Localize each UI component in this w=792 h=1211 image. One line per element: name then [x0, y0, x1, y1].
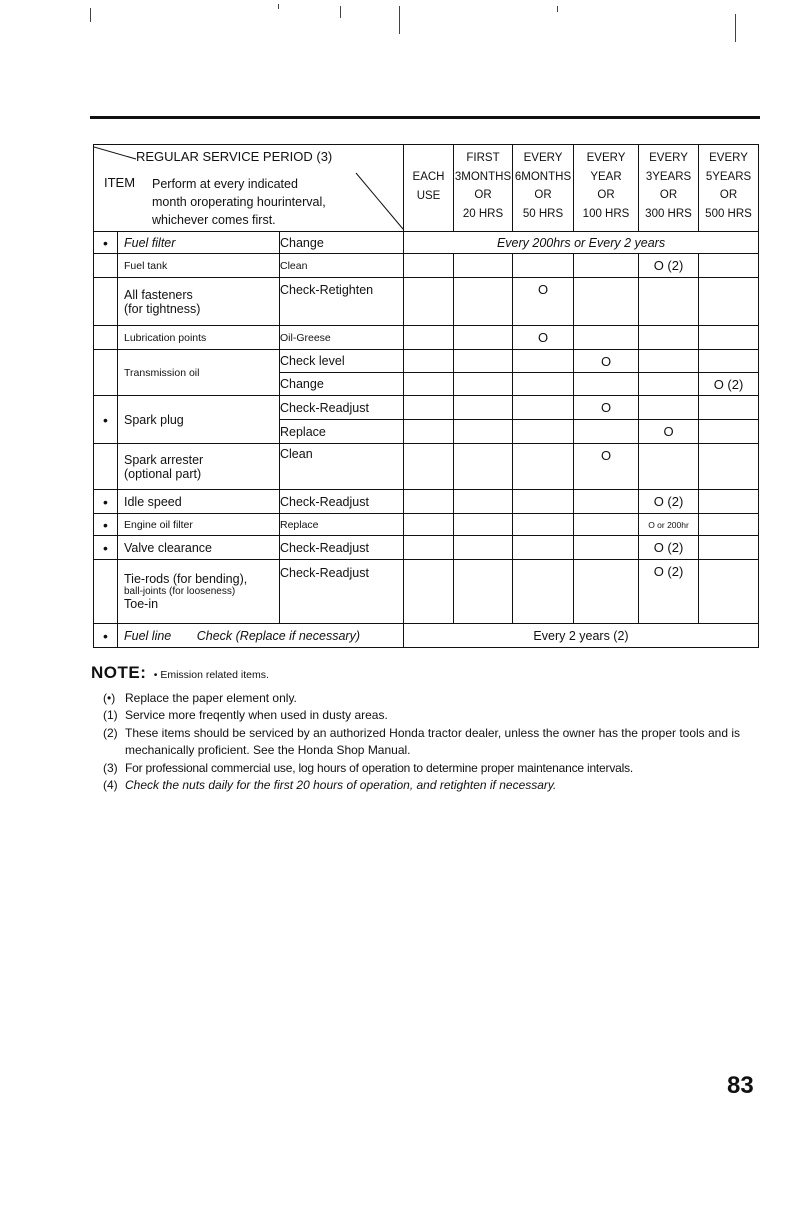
- item-action: Clean: [280, 444, 404, 490]
- instruction-line: month oroperating hourinterval,: [152, 195, 326, 209]
- col-line: 5YEARS: [705, 170, 752, 183]
- empty-cell: [454, 444, 513, 490]
- empty-cell: [454, 254, 513, 278]
- empty-cell: [639, 373, 699, 396]
- note-number: (•): [103, 690, 116, 705]
- empty-cell: [404, 420, 454, 444]
- column-header-every-year: [574, 145, 639, 232]
- item-action: Clean: [280, 254, 404, 278]
- item-action: Oil-Greese: [280, 326, 404, 350]
- item-action: Check-Readjust: [280, 490, 404, 514]
- empty-cell: [639, 278, 699, 326]
- col-line: OR: [474, 189, 492, 201]
- service-mark: O: [513, 326, 574, 350]
- top-rule: [90, 116, 760, 119]
- scan-mark: [278, 4, 279, 9]
- row-fuel-tank: [94, 254, 759, 278]
- empty-cell: [454, 278, 513, 326]
- empty-cell: [513, 490, 574, 514]
- empty-cell: [513, 444, 574, 490]
- empty-cell: [404, 350, 454, 373]
- service-mark: O (2): [699, 373, 759, 396]
- regular-service-period-label: REGULAR SERVICE PERIOD (3): [136, 149, 333, 164]
- empty-cell: [404, 326, 454, 350]
- note-text: These items should be serviced by an authorized Honda tractor dealer, unless the owner has the proper tools and is mechanically proficient. See the Honda Shop Manual.: [125, 725, 741, 757]
- item-name: [118, 278, 280, 326]
- item-name: Spark plug: [118, 396, 280, 444]
- item-line: Toe-in: [124, 597, 159, 611]
- instruction-line: Perform at every indicated: [152, 177, 298, 191]
- service-mark: O (2): [639, 560, 699, 624]
- empty-cell: [513, 373, 574, 396]
- note-number: (4): [103, 778, 118, 792]
- item-action: Check-Readjust: [280, 536, 404, 560]
- col-line: EVERY: [709, 152, 748, 164]
- row-tie-rods: [94, 560, 759, 624]
- empty-cell: [94, 326, 118, 350]
- note-title: NOTE:: [91, 663, 147, 682]
- row-idle-speed: [94, 490, 759, 514]
- item-name-and-action: [118, 624, 404, 648]
- emission-bullet: •: [94, 396, 118, 444]
- empty-cell: [404, 560, 454, 624]
- empty-cell: [699, 326, 759, 350]
- empty-cell: [513, 420, 574, 444]
- interval-note: Every 2 years (2): [404, 624, 759, 648]
- empty-cell: [404, 514, 454, 536]
- row-valve-clearance: [94, 536, 759, 560]
- empty-cell: [574, 373, 639, 396]
- item-line: (for tightness): [124, 301, 201, 316]
- item-action: Replace: [280, 420, 404, 444]
- row-fuel-line: [94, 624, 759, 648]
- item-name: Fuel tank: [118, 254, 280, 278]
- item-line: Spark arrester: [124, 452, 204, 467]
- item-action: Check-Retighten: [280, 278, 404, 326]
- col-line: OR: [659, 189, 678, 201]
- item-name: Valve clearance: [118, 536, 280, 560]
- emission-bullet: •: [94, 624, 118, 648]
- empty-cell: [574, 536, 639, 560]
- instruction-line: whichever comes first.: [152, 213, 276, 227]
- empty-cell: [404, 396, 454, 420]
- empty-cell: [454, 560, 513, 624]
- item-action: Change: [280, 373, 404, 396]
- note-item: [91, 777, 761, 795]
- empty-cell: [574, 490, 639, 514]
- service-mark: O: [639, 420, 699, 444]
- emission-bullet: •: [94, 514, 118, 536]
- empty-cell: [513, 560, 574, 624]
- scan-mark: [340, 6, 341, 18]
- row-lubrication-points: [94, 326, 759, 350]
- row-transmission-oil-check: [94, 350, 759, 373]
- note-number: (3): [103, 760, 118, 775]
- row-spark-arrester: [94, 444, 759, 490]
- col-line: USE: [416, 189, 441, 202]
- note-item: [91, 690, 761, 708]
- page-number: 83: [727, 1072, 754, 1099]
- service-mark: O: [574, 396, 639, 420]
- empty-cell: [513, 350, 574, 373]
- col-line: 3MONTHS: [454, 170, 512, 183]
- col-line: EACH: [412, 171, 445, 183]
- emission-bullet: •: [94, 536, 118, 560]
- empty-cell: [454, 420, 513, 444]
- empty-cell: [699, 514, 759, 536]
- empty-cell: [454, 373, 513, 396]
- item-line: (optional part): [124, 466, 202, 481]
- empty-cell: [699, 490, 759, 514]
- empty-cell: [94, 560, 118, 624]
- item-name: Fuel filter: [118, 232, 280, 254]
- notes-section: [91, 664, 761, 795]
- service-mark: O: [574, 444, 639, 490]
- empty-cell: [513, 396, 574, 420]
- header-item-cell: [94, 145, 404, 232]
- col-line: 50 HRS: [522, 207, 564, 220]
- item-action: Check (Replace if necessary): [196, 628, 360, 643]
- note-text: For professional commercial use, log hours of operation to determine proper maintenance intervals.: [125, 760, 634, 775]
- note-text: Check the nuts daily for the first 20 hours of operation, and retighten if necessary.: [125, 778, 557, 792]
- item-line: ball-joints (for looseness): [124, 586, 236, 597]
- note-text: Replace the paper element only.: [125, 690, 297, 705]
- empty-cell: [94, 444, 118, 490]
- empty-cell: [574, 560, 639, 624]
- service-mark: O: [513, 278, 574, 326]
- empty-cell: [639, 396, 699, 420]
- item-name: Lubrication points: [118, 326, 280, 350]
- col-line: 3YEARS: [645, 170, 692, 183]
- item-name: [118, 444, 280, 490]
- empty-cell: [454, 536, 513, 560]
- empty-cell: [513, 254, 574, 278]
- empty-cell: [513, 536, 574, 560]
- note-number: (1): [103, 708, 118, 722]
- column-header-every-6months: [513, 145, 574, 232]
- empty-cell: [699, 560, 759, 624]
- service-mark: O: [574, 350, 639, 373]
- item-line: Tie-rods (for bending),: [124, 572, 248, 586]
- empty-cell: [94, 278, 118, 326]
- item-action: Change: [280, 232, 404, 254]
- col-line: EVERY: [523, 152, 563, 164]
- interval-note: Every 200hrs or Every 2 years: [404, 232, 759, 254]
- item-action: Check level: [280, 350, 404, 373]
- interval-instruction: [152, 175, 326, 229]
- scan-mark: [399, 6, 400, 34]
- empty-cell: [404, 373, 454, 396]
- empty-cell: [574, 278, 639, 326]
- col-line: 100 HRS: [582, 207, 630, 220]
- item-name: Fuel line: [124, 628, 172, 643]
- empty-cell: [639, 350, 699, 373]
- emission-bullet: •: [94, 232, 118, 254]
- empty-cell: [404, 278, 454, 326]
- note-item: [91, 707, 761, 725]
- col-line: FIRST: [466, 152, 500, 164]
- empty-cell: [574, 254, 639, 278]
- empty-cell: [699, 254, 759, 278]
- column-header-first-3months: [454, 145, 513, 232]
- item-name: Engine oil filter: [118, 514, 280, 536]
- scan-mark: [90, 8, 91, 22]
- item-label: ITEM: [104, 175, 136, 190]
- scan-mark: [735, 14, 736, 42]
- empty-cell: [404, 254, 454, 278]
- column-header-every-3years: [639, 145, 699, 232]
- col-line: OR: [597, 189, 615, 201]
- empty-cell: [404, 536, 454, 560]
- col-line: OR: [534, 189, 552, 201]
- maintenance-schedule-table: [93, 144, 759, 648]
- empty-cell: [699, 536, 759, 560]
- empty-cell: [639, 326, 699, 350]
- col-line: EVERY: [586, 152, 626, 164]
- column-header-every-5years: [699, 145, 759, 232]
- col-line: 20 HRS: [462, 207, 504, 220]
- item-line: All fasteners: [124, 287, 193, 302]
- empty-cell: [639, 444, 699, 490]
- column-header-each-use: [404, 145, 454, 232]
- empty-cell: [574, 514, 639, 536]
- empty-cell: [454, 396, 513, 420]
- empty-cell: [699, 396, 759, 420]
- empty-cell: [513, 514, 574, 536]
- item-name: [118, 560, 280, 624]
- empty-cell: [94, 254, 118, 278]
- note-item: [91, 760, 761, 778]
- empty-cell: [699, 278, 759, 326]
- empty-cell: [454, 326, 513, 350]
- emission-legend: • Emission related items.: [153, 669, 269, 681]
- emission-bullet: •: [94, 490, 118, 514]
- empty-cell: [574, 326, 639, 350]
- scan-mark: [557, 6, 558, 12]
- col-line: YEAR: [590, 170, 622, 183]
- empty-cell: [699, 420, 759, 444]
- row-engine-oil-filter: [94, 514, 759, 536]
- empty-cell: [699, 350, 759, 373]
- service-mark: O (2): [639, 490, 699, 514]
- note-number: (2): [103, 725, 118, 740]
- service-mark: O (2): [639, 254, 699, 278]
- row-all-fasteners: [94, 278, 759, 326]
- empty-cell: [699, 444, 759, 490]
- item-action: Check-Readjust: [280, 396, 404, 420]
- col-line: 6MONTHS: [514, 170, 572, 183]
- empty-cell: [94, 350, 118, 396]
- item-name: Idle speed: [118, 490, 280, 514]
- col-line: EVERY: [649, 152, 688, 164]
- col-line: 300 HRS: [645, 207, 692, 220]
- col-line: OR: [719, 189, 738, 201]
- note-text: Service more freqently when used in dusty areas.: [125, 708, 388, 722]
- empty-cell: [454, 490, 513, 514]
- empty-cell: [404, 490, 454, 514]
- service-mark: O (2): [639, 536, 699, 560]
- empty-cell: [454, 514, 513, 536]
- col-line: 500 HRS: [705, 207, 752, 220]
- header-row: [94, 145, 759, 232]
- item-action: Replace: [280, 514, 404, 536]
- service-mark: O or 200hr: [639, 514, 699, 536]
- empty-cell: [454, 350, 513, 373]
- note-item: [91, 725, 761, 760]
- row-fuel-filter: [94, 232, 759, 254]
- item-action: Check-Readjust: [280, 560, 404, 624]
- item-name: Transmission oil: [118, 350, 280, 396]
- empty-cell: [574, 420, 639, 444]
- row-spark-plug-check: [94, 396, 759, 420]
- empty-cell: [404, 444, 454, 490]
